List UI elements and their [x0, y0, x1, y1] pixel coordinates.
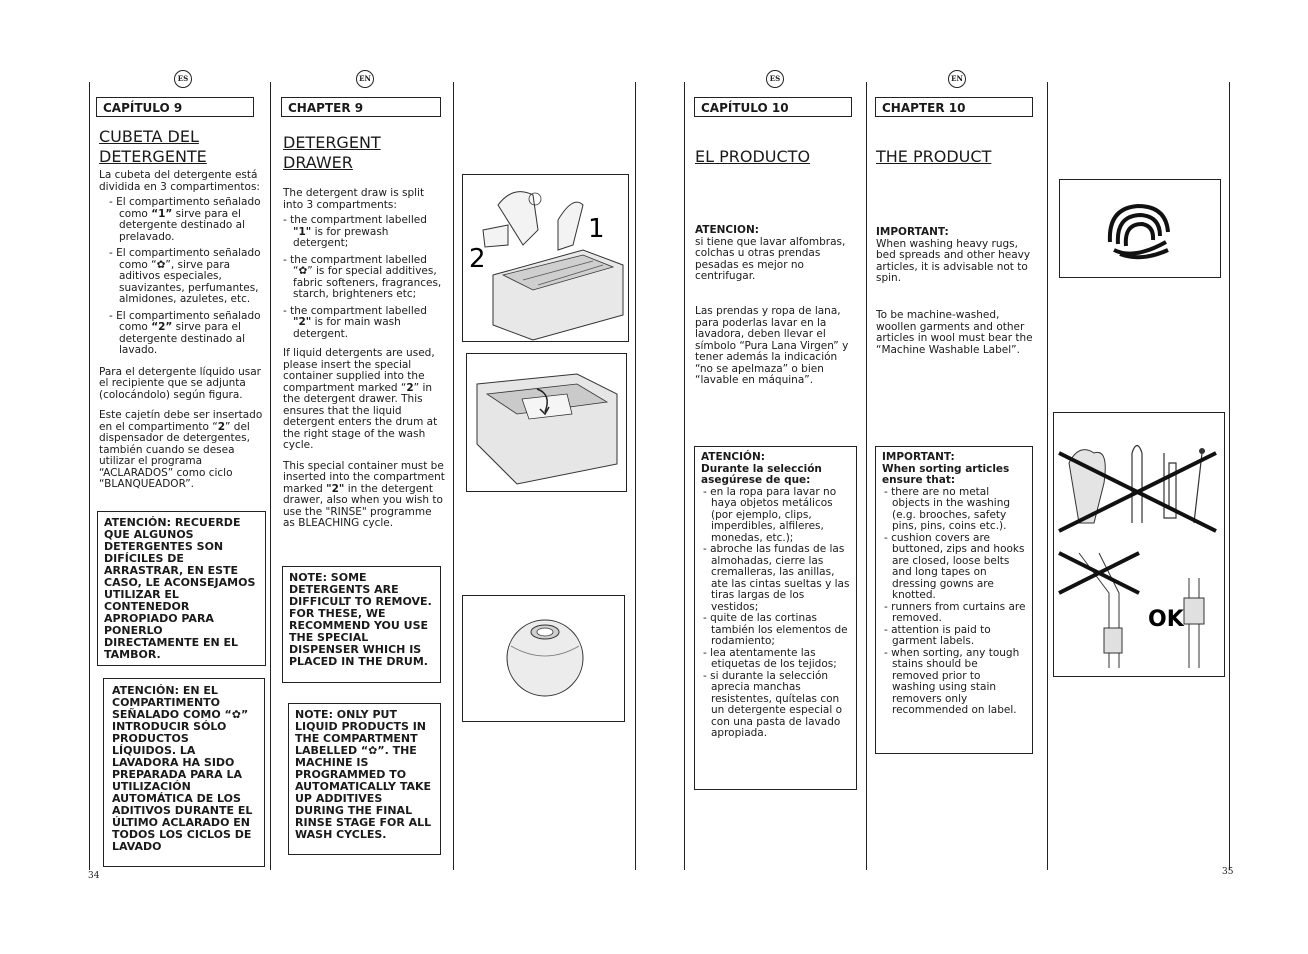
- list-text: sirve para el detergente destinado al prelavado.: [119, 207, 246, 243]
- attention-box: [694, 446, 857, 790]
- column-divider: [684, 82, 685, 870]
- column-divider: [1229, 82, 1230, 870]
- column-divider: [1047, 82, 1048, 870]
- paragraph-text: Este cajetín debe ser insertado en el compartimento “: [99, 409, 263, 433]
- body-text: [695, 225, 857, 292]
- detergent-drawer-illustration: [462, 174, 629, 342]
- sorting-illustration: [1053, 412, 1225, 677]
- column-divider: [89, 82, 90, 870]
- detergent-drawer-drawing: [463, 175, 628, 341]
- paragraph-text: ” del dispensador de detergentes, también cuando se desea utilizar el programa “ACLARADOS” como ciclo “BLANQUEADOR”.: [99, 420, 250, 490]
- list-text: - the compartment labelled: [283, 304, 427, 317]
- box-heading: Durante la selección asegúrese de que:: [701, 462, 822, 486]
- sorting-drawing: [1054, 413, 1224, 676]
- section-title-line: DETERGENT: [283, 133, 381, 152]
- list-item: [283, 215, 445, 250]
- list-item: - when sorting, any tough stains should be removed prior to washing using stain removers only recommended on label.: [884, 646, 1020, 716]
- list-emphasis: "2": [293, 316, 312, 328]
- column-divider: [270, 82, 271, 870]
- body-text: [99, 170, 263, 500]
- page-number: 34: [88, 871, 100, 881]
- paragraph: La cubeta del detergente está dividida en 3 compartimentos:: [99, 169, 260, 193]
- chapter-header: CAPÍTULO 10: [694, 97, 852, 117]
- wool-mark-illustration: [1059, 179, 1221, 278]
- paragraph-emphasis: "2": [326, 482, 345, 495]
- paragraph-emphasis: 2: [217, 420, 226, 433]
- paragraph: [283, 461, 445, 530]
- list-item: - cushion covers are buttoned, zips and hooks are closed, loose belts and long tapes on dressing gowns are knotted.: [884, 531, 1025, 601]
- paragraph: si tiene que lavar alfombras, colchas u otras prendas pesadas es mejor no centrifugar.: [695, 235, 846, 282]
- list-emphasis: "1": [293, 225, 312, 238]
- liquid-container-illustration: [466, 353, 627, 492]
- language-badge-en: EN: [356, 70, 374, 88]
- list-item: - lea atentamente las etiquetas de los tejidos;: [703, 646, 837, 670]
- list-text: - El compartimento señalado como: [109, 309, 261, 333]
- box-heading: When sorting articles ensure that:: [882, 462, 1010, 486]
- list-item: [283, 306, 445, 341]
- list-emphasis: “1”: [151, 207, 173, 220]
- paragraph-text: This special container must be inserted into the compartment marked: [283, 459, 445, 495]
- section-title: EL PRODUCTO: [695, 147, 811, 166]
- attention-box: [875, 446, 1033, 754]
- column-divider: [866, 82, 867, 870]
- dispenser-ball-illustration: [462, 595, 625, 722]
- paragraph: The detergent draw is split into 3 compartments:: [283, 187, 425, 211]
- list-item: - attention is paid to garment labels.: [884, 623, 991, 647]
- dispenser-ball-drawing: [463, 596, 624, 721]
- section-title-line: DETERGENTE: [99, 147, 207, 166]
- page-number: 35: [1222, 867, 1234, 877]
- paragraph: [283, 348, 445, 452]
- list-text: is for prewash detergent;: [293, 225, 389, 249]
- language-badge-es: ES: [174, 70, 192, 88]
- list-item: - abroche las fundas de las almohadas, cierre las cremalleras, las anillas, ate las cintas sueltas y las tiras largas de los vestidos;: [703, 543, 850, 613]
- section-title: [99, 127, 259, 167]
- list-text: is for main wash detergent.: [293, 316, 401, 340]
- language-badge-es: ES: [766, 70, 784, 88]
- body-text: [283, 188, 445, 539]
- box-heading: ATENCIÓN:: [701, 451, 765, 463]
- paragraph: Para el detergente líquido usar el recipiente que se adjunta (colocándolo) según figura.: [99, 365, 262, 401]
- column-divider: [635, 82, 636, 870]
- body-text: To be machine-washed, woollen garments and other articles in wool must bear the “Machine Washable Label”.: [876, 309, 1033, 356]
- paragraph-emphasis: 2: [406, 381, 414, 394]
- body-text: Las prendas y ropa de lana, para poderlas lavar en la lavadora, deben llevar el símbolo “Pura Lana Virgen” y tener además la indicación “no se apelmaza” o bien “lavable en máquina”.: [695, 305, 849, 386]
- section-title: THE PRODUCT: [876, 147, 992, 166]
- list-item: - si durante la selección aprecia manchas resistentes, quítelas con un detergente especial o con una pasta de lavado apropiada.: [703, 669, 843, 739]
- chapter-header: CAPÍTULO 9: [96, 97, 254, 117]
- list-item: [99, 311, 263, 357]
- chapter-header: CHAPTER 9: [281, 97, 441, 117]
- chapter-header: CHAPTER 10: [875, 97, 1033, 117]
- section-title: [283, 133, 443, 173]
- attention-heading: ATENCION:: [695, 224, 759, 236]
- paragraph-text: in the detergent drawer, also when you wish to use the "RINSE" programme as BLEACHING cycle.: [283, 482, 443, 529]
- figure-label-1: 1: [588, 214, 605, 244]
- language-badge-en: EN: [948, 70, 966, 88]
- list-text: - the compartment labelled: [283, 214, 427, 226]
- list-item: - there are no metal objects in the washing (e.g. brooches, safety pins, pins, coins etc.).: [884, 485, 1011, 532]
- list-item: - the compartment labelled “✿” is for special additives, fabric softeners, fragrances, starch, brighteners etc;: [283, 253, 442, 300]
- list-emphasis: “2”: [151, 321, 173, 333]
- attention-heading: IMPORTANT:: [876, 226, 949, 238]
- paragraph-text: If liquid detergents are used, please insert the special container supplied into the compartment marked “: [283, 347, 435, 394]
- list-item: [99, 197, 263, 243]
- section-title-line: CUBETA DEL: [99, 127, 199, 146]
- warning-box: ATENCIÓN: EN EL COMPARTIMENTO SEÑALADO COMO “✿” INTRODUCIR SÓLO PRODUCTOS LÍQUIDOS. LA LAVADORA HA SIDO PREPARADA PARA LA UTILIZACIÓN AUTOMÁTICA DE LOS ADITIVOS DURANTE EL ÚLTIMO ACLARADO EN TODOS LOS CICLOS DE LAVADO: [103, 678, 265, 867]
- ok-label: OK: [1148, 607, 1184, 632]
- note-box: NOTE: SOME DETERGENTS ARE DIFFICULT TO REMOVE. FOR THESE, WE RECOMMEND YOU USE THE SPECIAL DISPENSER WHICH IS PLACED IN THE DRUM.: [282, 566, 441, 683]
- section-title-line: DRAWER: [283, 153, 353, 172]
- wool-mark-icon: [1060, 180, 1220, 277]
- paragraph: When washing heavy rugs, bed spreads and other heavy articles, it is advisable not to spin.: [876, 237, 1031, 284]
- figure-label-2: 2: [469, 244, 486, 274]
- column-divider: [453, 82, 454, 870]
- body-text: [876, 227, 1038, 294]
- box-heading: IMPORTANT:: [882, 451, 955, 463]
- list-item: - El compartimento señalado como “✿”, sirve para aditivos especiales, suavizantes, perfumantes, almidones, azuletes, etc.: [109, 247, 261, 305]
- list-text: - El compartimento señalado como: [109, 196, 261, 220]
- liquid-container-drawing: [467, 354, 626, 491]
- list-item: - en la ropa para lavar no haya objetos metálicos (por ejemplo, clips, imperdibles, alfileres, monedas, etc.);: [703, 485, 837, 544]
- paragraph-text: ” in the detergent drawer. This ensures that the liquid detergent enters the drum at the right stage of the wash cycle.: [283, 381, 438, 451]
- warning-box: ATENCIÓN: RECUERDE QUE ALGUNOS DETERGENTES SON DIFÍCILES DE ARRASTRAR, EN ESTE CASO, LE ACONSEJAMOS UTILIZAR EL CONTENEDOR APROPIADO PARA PONERLO DIRECTAMENTE EN EL TAMBOR.: [97, 511, 266, 666]
- list-item: - quite de las cortinas también los elementos de rodamiento;: [703, 612, 848, 647]
- paragraph: [99, 410, 263, 491]
- note-box: NOTE: ONLY PUT LIQUID PRODUCTS IN THE COMPARTMENT LABELLED “✿”. THE MACHINE IS PROGRAMMED TO AUTOMATICALLY TAKE UP ADDITIVES DURING THE FINAL RINSE STAGE FOR ALL WASH CYCLES.: [288, 703, 441, 855]
- list-text: sirve para el detergente destinado al lavado.: [119, 321, 246, 356]
- list-item: - runners from curtains are removed.: [884, 600, 1026, 624]
